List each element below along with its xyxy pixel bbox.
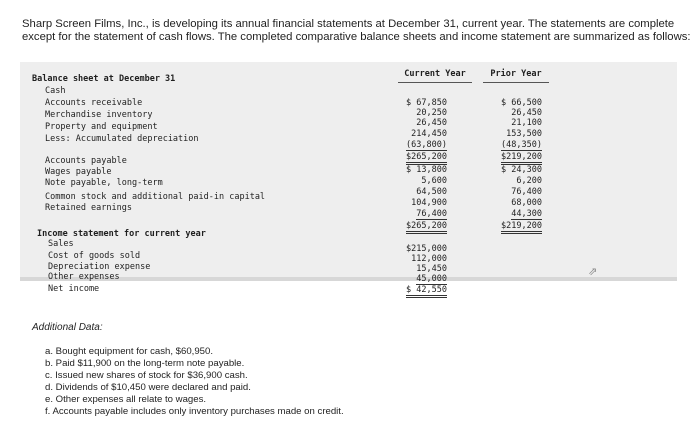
additional-data-title: Additional Data: (32, 322, 103, 333)
row-label-merchandise-inventory: Merchandise inventory (45, 110, 153, 120)
accounts-receivable-current: 20,250 (416, 108, 447, 118)
accumulated-depreciation-current: (63,800) (406, 140, 447, 150)
row-label-cash: Cash (45, 86, 66, 96)
cash-current: $ 67,850 (406, 98, 447, 108)
total-assets-prior: $219,200 (501, 152, 542, 165)
total-liabilities-current: $265,200 (406, 221, 447, 234)
accounts-receivable-prior: 26,450 (511, 108, 542, 118)
row-label-accounts-receivable: Accounts receivable (45, 98, 143, 108)
cost-of-goods-sold-current: 112,000 (411, 254, 447, 264)
header-current-underline (398, 82, 472, 83)
accounts-payable-current: $ 13,800 (406, 165, 447, 175)
retained-earnings-current: 76,400 (416, 209, 447, 219)
additional-item-f: f. Accounts payable includes only inventory purchases made on credit. (45, 406, 344, 417)
header-prior-underline (483, 82, 549, 83)
wages-payable-current: 5,600 (421, 176, 447, 186)
merchandise-inventory-prior: 21,100 (511, 118, 542, 128)
common-stock-current: 104,900 (411, 198, 447, 208)
intro-line-1: Sharp Screen Films, Inc., is developing its annual financial statements at December 31, current year. The statements are complete (22, 18, 675, 30)
header-current-year: Current Year (404, 69, 466, 79)
row-label-note-payable: Note payable, long-term (45, 178, 163, 188)
header-prior-year: Prior Year (490, 69, 542, 79)
balance-sheet-title: Balance sheet at December 31 (32, 74, 176, 84)
row-label-accumulated-depreciation: Less: Accumulated depreciation (45, 134, 199, 144)
additional-item-a: a. Bought equipment for cash, $60,950. (45, 346, 214, 357)
property-equipment-prior: 153,500 (506, 129, 542, 139)
row-label-depreciation-expense: Depreciation expense (48, 262, 151, 272)
sales-current: $215,000 (406, 244, 447, 254)
note-payable-prior: 76,400 (511, 187, 542, 197)
property-equipment-current: 214,450 (411, 129, 447, 139)
depreciation-expense-current: 15,450 (416, 264, 447, 274)
income-statement-title: Income statement for current year (37, 229, 206, 239)
additional-item-c: c. Issued new shares of stock for $36,900 cash. (45, 370, 248, 381)
retained-earnings-prior: 44,300 (511, 209, 542, 219)
row-label-property-equipment: Property and equipment (45, 122, 158, 132)
total-assets-current: $265,200 (406, 152, 447, 165)
accounts-payable-prior: $ 24,300 (501, 165, 542, 175)
other-expenses-current: 45,000 (416, 274, 447, 284)
note-payable-current: 64,500 (416, 187, 447, 197)
row-label-cost-of-goods-sold: Cost of goods sold (48, 251, 141, 261)
row-label-accounts-payable: Accounts payable (45, 156, 127, 166)
wages-payable-prior: 6,200 (516, 176, 542, 186)
row-label-other-expenses: Other expenses (48, 272, 120, 282)
mouse-cursor-icon: ⇗ (588, 265, 598, 278)
row-label-common-stock: Common stock and additional paid-in capital (45, 192, 266, 202)
common-stock-prior: 68,000 (511, 198, 542, 208)
problem-intro (22, 18, 692, 44)
accumulated-depreciation-prior: (48,350) (501, 140, 542, 150)
additional-item-d: d. Dividends of $10,450 were declared and paid. (45, 382, 251, 393)
row-label-wages-payable: Wages payable (45, 167, 112, 177)
row-label-net-income: Net income (48, 284, 100, 294)
additional-item-e: e. Other expenses all relate to wages. (45, 394, 207, 405)
row-label-sales: Sales (48, 239, 74, 249)
net-income-current: $ 42,550 (406, 285, 447, 298)
cash-prior: $ 66,500 (501, 98, 542, 108)
additional-item-b: b. Paid $11,900 on the long-term note payable. (45, 358, 245, 369)
intro-line-2: except for the statement of cash flows. The completed comparative balance sheets and income statement are summarized as follows: (22, 31, 691, 43)
merchandise-inventory-current: 26,450 (416, 118, 447, 128)
statements-panel (20, 62, 677, 277)
total-liabilities-prior: $219,200 (501, 221, 542, 234)
row-label-retained-earnings: Retained earnings (45, 203, 132, 213)
